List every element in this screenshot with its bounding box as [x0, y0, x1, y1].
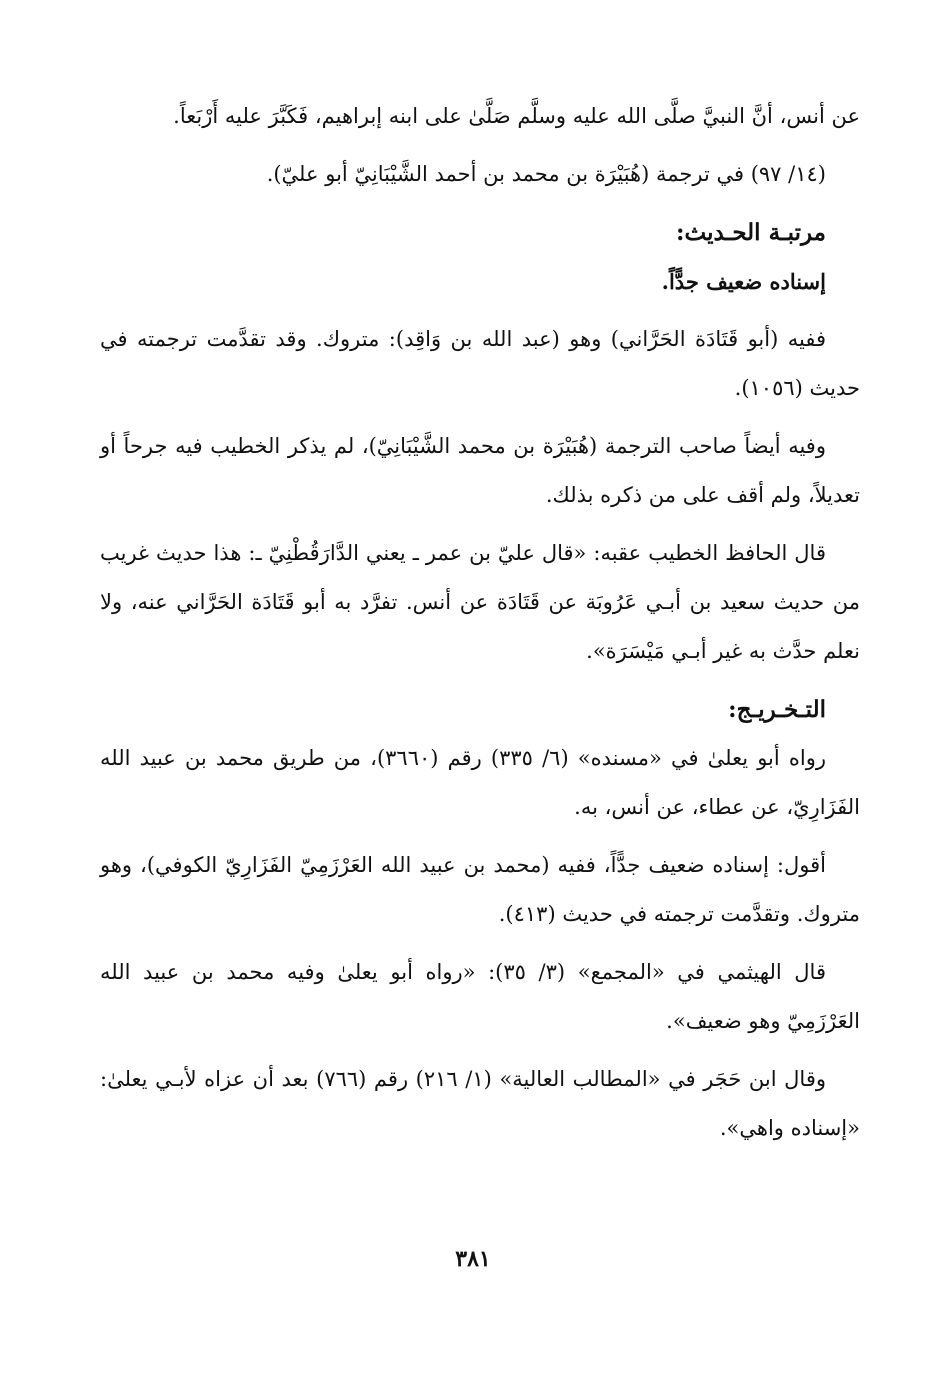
section-heading-takhrij: التـخـريـج:: [728, 696, 826, 723]
ibn-hajar-quote-paragraph: وقال ابن حَجَر في «المطالب العالية» (١/ ٢١٦) رقم (٧٦٦) بعد أن عزاه لأبـي يعلىٰ: «إسناده واهي».: [100, 1067, 860, 1140]
takhrij-paragraph: رواه أبو يعلىٰ في «مسنده» (٦/ ٣٣٥) رقم (٣٦٦٠)، من طريق محمد بن عبيد الله الفَزَارِيّ، عن عطاء، عن أنس، به.: [100, 746, 860, 819]
section-heading-hadith-grade: مرتبـة الحـديث:: [676, 219, 826, 246]
narrator-note-paragraph-2: وفيه أيضاً صاحب الترجمة (هُبَيْرَة بن محمد الشَّيْبَانِيّ)، لم يذكر الخطيب فيه جرحاً أو تعديلاً، ولم أقف على من ذكره بذلك.: [100, 434, 860, 507]
page-body: [100, 92, 860, 1162]
page-number: ٣٨١: [455, 1246, 491, 1272]
hadith-text-paragraph: عن أنس، أنَّ النبيَّ صلَّى الله عليه وسلَّم صَلَّىٰ على ابنه إبراهيم، فَكَبَّرَ عليه أَرْبَعاً.: [173, 104, 860, 128]
grade-statement: إسناده ضعيف جدًّاً.: [661, 269, 826, 294]
author-comment-paragraph: أقول: إسناده ضعيف جدًّاً، ففيه (محمد بن عبيد الله العَرْزَمِيّ الفَزَارِيّ الكوفي)، وهو متروك. وتقدَّمت ترجمته في حديث (٤١٣).: [100, 853, 860, 926]
narrator-note-paragraph: ففيه (أبو قَتَادَة الحَرَّاني) وهو (عبد الله بن وَاقِد): متروك. وقد تقدَّمت ترجمته في حديث (١٠٥٦).: [100, 327, 860, 400]
haythami-quote-paragraph: قال الهيثمي في «المجمع» (٣/ ٣٥): «رواه أبو يعلىٰ وفيه محمد بن عبيد الله العَرْزَمِيّ وهو ضعيف».: [100, 960, 860, 1033]
translation-reference-paragraph: (١٤/ ٩٧) في ترجمة (هُبَيْرَة بن محمد بن أحمد الشَّيْبَانِيّ أبو عليّ).: [266, 162, 826, 186]
khatib-quote-paragraph: قال الحافظ الخطيب عقبه: «قال عليّ بن عمر ـ يعني الدَّارَقُطْنِيّ ـ: هذا حديث غريب من حديث سعيد بن أبـي عَرُوبَة عن قَتَادَة عن أنس. تفرَّد به أبو قَتَادَة الحَرَّاني عنه، ولا نعلم حدَّث به غير أبـي مَيْسَرَة».: [100, 541, 860, 663]
